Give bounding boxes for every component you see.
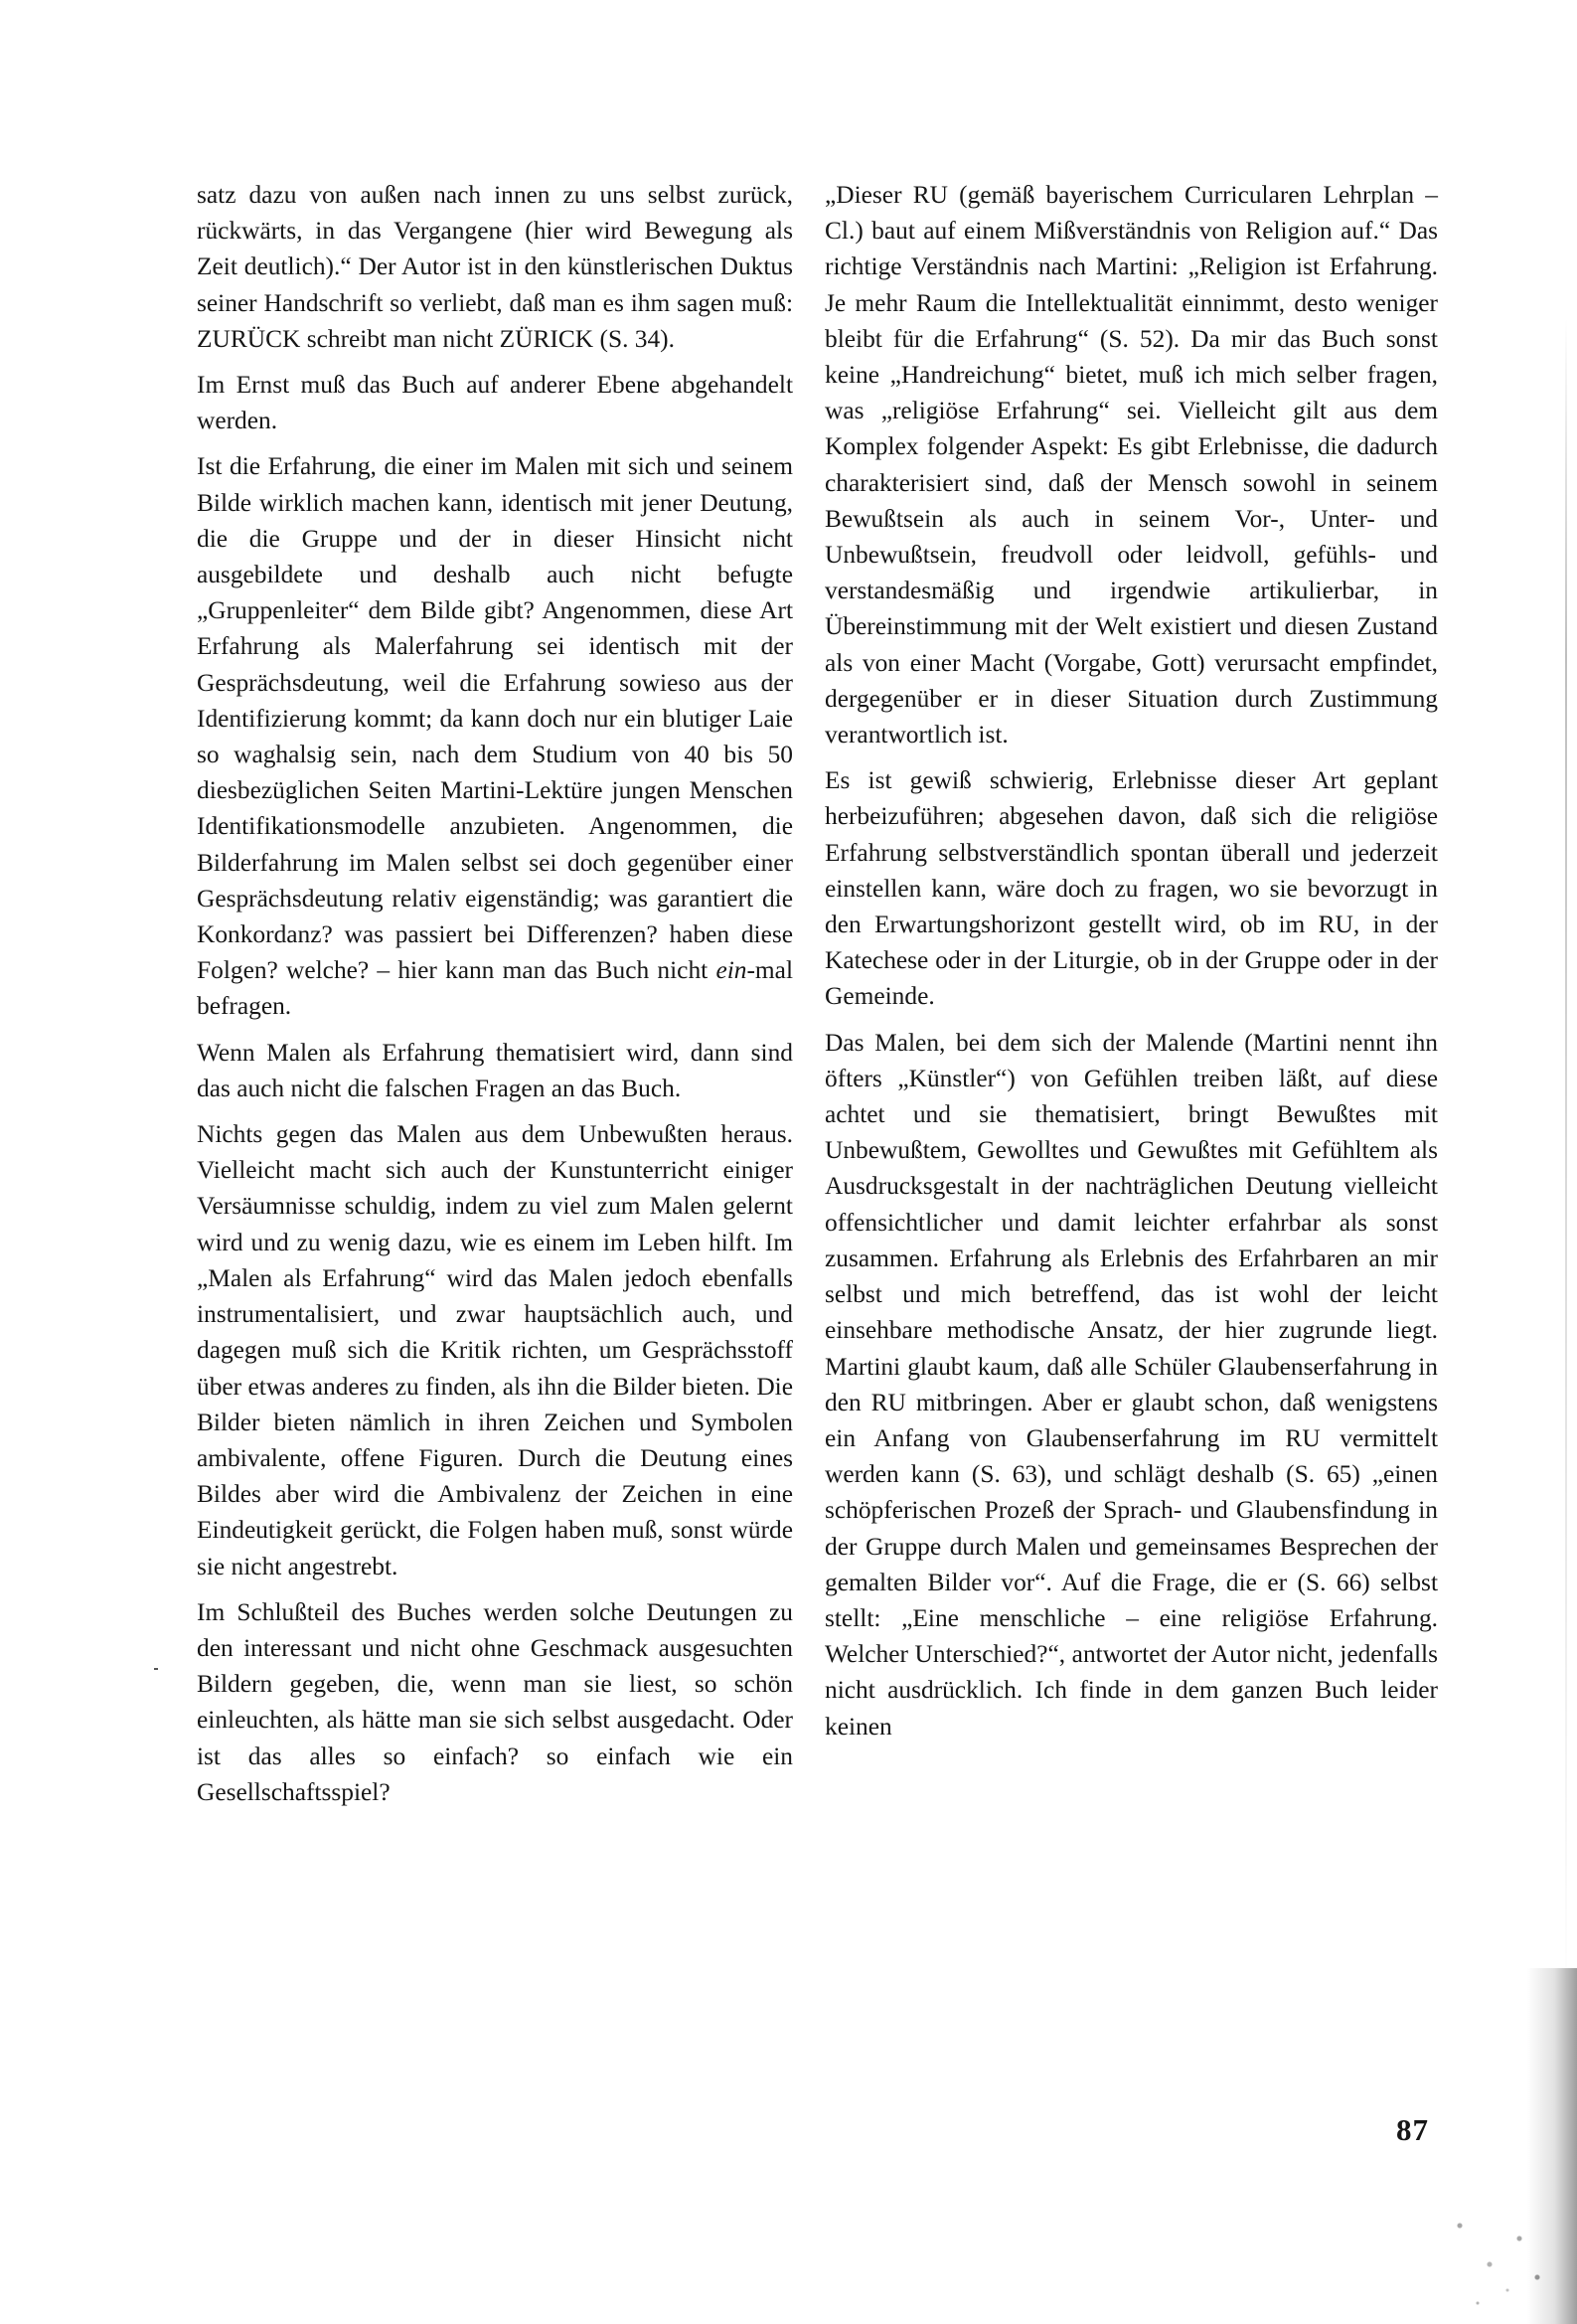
paragraph: Das Malen, bei dem sich der Malende (Martini nennt ihn öfters „Künstler“) von Gefühlen treiben läßt, auf diese achtet und sie thematisiert, bringt Bewußtes mit Unbewußtem, Gewolltes und Gewußtes mit Gefühltem als Ausdrucksgestalt in der nachträglichen Deutung vielleicht offensichtlicher und damit leichter erfahrbar als sonst zusammen. Erfahrung als Erlebnis des Erfahrbaren an mir selbst und mich betreffend, das ist wohl der leicht einsehbare methodische Ansatz, der hier zugrunde liegt. Martini glaubt kaum, daß alle Schüler Glaubenserfahrung in den RU mitbringen. Aber er glaubt schon, daß wenigstens ein Anfang von Glaubenserfahrung im RU vermittelt werden kann (S. 63), und schlägt deshalb (S. 65) „einen schöpferischen Prozeß der Sprach- und Glaubensfindung in der Gruppe durch Malen und gemeinsames Besprechen der gemalten Bilder vor“. Auf die Frage, die er (S. 66) selbst stellt: „Eine menschliche – eine religiöse Erfahrung. Welcher Unterschied?“, antwortet der Autor nicht, jedenfalls nicht ausdrücklich. Ich finde in dem ganzen Buch leider keinen (825, 1028, 1438, 1741)
paragraph-text: Ist die Erfahrung, die einer im Malen mit sich und seinem Bilde wirklich machen kann, identisch mit jener Deutung, die die Gruppe und der in dieser Hinsicht nicht ausgebildete und deshalb auch nicht befugte „Gruppenleiter“ dem Bilde gibt? Angenommen, diese Art Erfahrung als Malerfahrung sei identisch mit der Gesprächsdeutung, weil die Erfahrung sowieso aus der Identifizierung kommt; da kann doch nur ein blutiger Laie so waghalsig sein, nach dem Studium von 40 bis 50 diesbezüglichen Seiten Martini-Lektüre jungen Menschen Identifikationsmodelle anzubieten. Angenommen, die Bilderfahrung im Malen selbst sei doch gegenüber einer Gesprächsdeutung relativ eigenständig; was garantiert die Konkordanz? was passiert bei Differenzen? haben diese Folgen? welche? – hier kann man das Buch nicht (197, 452, 793, 985)
paragraph: Es ist gewiß schwierig, Erlebnisse dieser Art geplant herbeizuführen; abgesehen davon, daß sich die religiöse Erfahrung selbstverständlich spontan überall und jederzeit einstellen kann, wäre doch zu fragen, wo sie bevorzugt in den Erwartungshorizont gestellt wird, ob im RU, in der Katechese oder in der Liturgie, ob in der Gruppe oder in der Gemeinde. (825, 766, 1438, 1011)
paragraph: satz dazu von außen nach innen zu uns selbst zurück, rückwärts, in das Vergangene (hier wird Bewegung als Zeit deutlich).“ Der Autor ist in den künstlerischen Duktus seiner Handschrift so verliebt, daß man es ihm sagen muß: ZURÜCK schreibt man nicht ZÜRICK (S. 34). (197, 181, 793, 353)
paragraph: „Dieser RU (gemäß bayerischem Curricularen Lehrplan – Cl.) baut auf einem Mißverständnis von Religion auf.“ Das richtige Verständnis nach Martini: „Religion ist Erfahrung. Je mehr Raum die Intellektualität einnimmt, desto weniger bleibt für die Erfahrung“ (S. 52). Da mir das Buch sonst keine „Handreichung“ bietet, muß ich mich selber fragen, was „religiöse Erfahrung“ sei. Vielleicht gilt aus dem Komplex folgender Aspekt: Es gibt Erlebnisse, die dadurch charakterisiert sind, daß der Mensch sowohl in seinem Bewußtsein als auch in seinem Vor-, Unter- und Unbewußtsein, freudvoll oder leidvoll, gefühls- und verstandesmäßig und irgendwie artikulierbar, in Übereinstimmung mit der Welt existiert und diesen Zustand als von einer Macht (Vorgabe, Gott) verursacht empfindet, dergegenüber er in dieser Situation durch Zustimmung verantwortlich ist. (825, 181, 1438, 749)
binding-edge-shadow (1565, 318, 1567, 2008)
paragraph: Wenn Malen als Erfahrung thematisiert wird, dann sind das auch nicht die falschen Fragen an das Buch. (197, 1038, 793, 1102)
paragraph: Nichts gegen das Malen aus dem Unbewußten heraus. Vielleicht macht sich auch der Kunstunterricht einiger Versäumnisse schuldig, indem zu viel zum Malen gelernt wird und zu wenig dazu, wie es einem im Leben hilft. Im „Malen als Erfahrung“ wird das Malen jedoch ebenfalls instrumentalisiert, und zwar hauptsächlich auch, und dagegen muß sich die Kritik richten, um Gesprächsstoff über etwas anderes zu finden, als ihn die Bilder bieten. Die Bilder bieten nämlich in ihren Zeichen und Symbolen ambivalente, offene Figuren. Durch die Deutung eines Bildes aber wird die Ambivalenz der Zeichen in eine Eindeutigkeit gerückt, die Folgen haben muß, sonst würde sie nicht angestrebt. (197, 1120, 793, 1580)
emphasized-word: ein (715, 956, 747, 985)
page-number: 87 (1396, 2112, 1429, 2147)
paragraph: Im Ernst muß das Buch auf anderer Ebene abgehandelt werden. (197, 371, 793, 435)
scan-specks (1436, 2187, 1555, 2316)
paragraph (197, 448, 793, 1024)
paragraph-text: -mal befragen. (197, 956, 793, 1021)
margin-mark (154, 1668, 158, 1670)
right-text-column (825, 177, 1438, 1744)
left-text-column (197, 177, 793, 1810)
paragraph: Im Schlußteil des Buches werden solche Deutungen zu den interessant und nicht ohne Geschmack ausgesuchten Bildern gegeben, die, wenn man sie liest, so schön einleuchten, als hätte man sie sich selbst ausgedacht. Oder ist das alles so einfach? so einfach wie ein Gesellschaftsspiel? (197, 1597, 793, 1806)
